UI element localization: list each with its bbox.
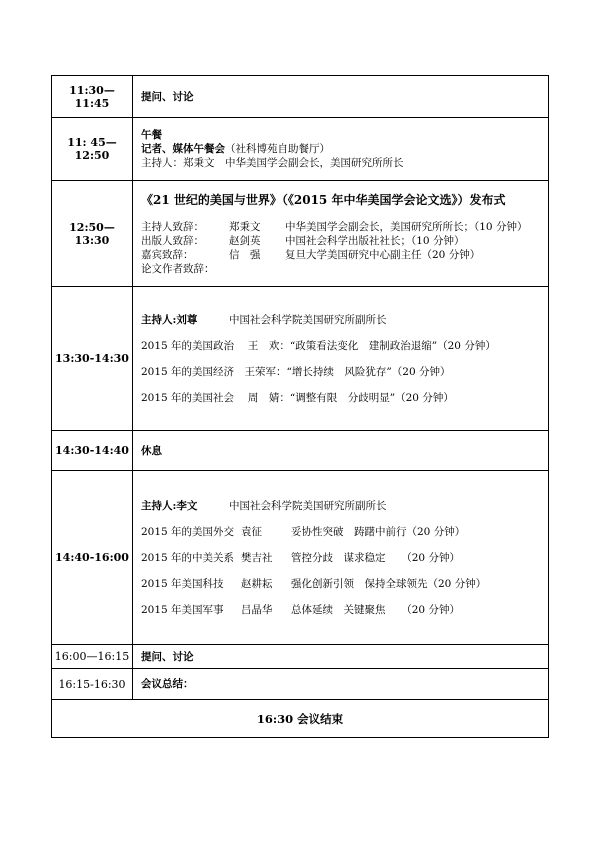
talk-desc: 管控分歧 谋求稳定 （20 分钟）: [291, 551, 460, 564]
closing-cell: 16:30 会议结束: [52, 700, 549, 738]
talk-speaker: 樊吉社: [241, 551, 273, 564]
session-cell: [133, 471, 549, 645]
session-cell: [133, 669, 549, 700]
talk-line: [141, 577, 544, 591]
host-label: 主持人:刘尊: [141, 313, 198, 326]
session-cell: [133, 181, 549, 287]
session-host: [141, 313, 544, 327]
speaker-role: 出版人致辞：: [141, 234, 204, 247]
speaker-name: 赵剑英: [229, 234, 261, 247]
time-cell: 12:50—13:30: [52, 181, 133, 287]
talk-topic: 2015 年美国军事: [141, 603, 224, 616]
talk-topic: 2015 年美国科技: [141, 577, 224, 590]
session-host: [141, 499, 544, 513]
schedule-row: [52, 118, 549, 181]
schedule-row: [52, 181, 549, 287]
time-cell: 11:30—11:45: [52, 76, 133, 118]
time-cell: 16:00—16:15: [52, 645, 133, 669]
session-title: 提问、讨论: [141, 650, 194, 663]
schedule-row: [52, 669, 549, 700]
session-cell: [133, 118, 549, 181]
talk-speaker: 赵耕耘: [241, 577, 273, 590]
schedule-row: [52, 76, 549, 118]
schedule-row: [52, 645, 549, 669]
speaker-name: 信 强: [229, 248, 261, 261]
speaker-desc: 复旦大学美国研究中心副主任（20 分钟）: [285, 248, 481, 261]
talk-topic: 2015 年的美国外交: [141, 525, 235, 538]
schedule-row: [52, 431, 549, 471]
talk-line: [141, 525, 544, 539]
host-desc: 中国社会科学院美国研究所副所长: [229, 313, 387, 326]
time-cell: 14:30-14:40: [52, 431, 133, 471]
session-cell: [133, 76, 549, 118]
talk-speaker: 袁征: [241, 525, 262, 538]
time-cell: 13:30-14:30: [52, 287, 133, 431]
host-desc: 中国社会科学院美国研究所副所长: [229, 499, 387, 512]
talk-line: [141, 603, 544, 617]
host-label: 主持人:李文: [141, 499, 198, 512]
schedule-row: [52, 700, 549, 738]
session-cell: [133, 287, 549, 431]
talk-line: [141, 551, 544, 565]
session-title: 午餐: [141, 129, 162, 141]
speaker-name: 郑秉文: [229, 220, 261, 233]
talk-line: 2015 年的美国社会 周 婧：“调整有限 分歧明显”（20 分钟）: [141, 391, 454, 404]
speaker-line: [141, 248, 544, 262]
session-subtitle: [141, 142, 544, 156]
speaker-line: [141, 220, 544, 234]
schedule-row: [52, 287, 549, 431]
talk-line: 2015 年的美国经济 王荣军：“增长持续 风险犹存”（20 分钟）: [141, 365, 451, 378]
time-cell: 16:15-16:30: [52, 669, 133, 700]
speaker-role: 嘉宾致辞：: [141, 248, 194, 261]
talk-line: 2015 年的美国政治 王 欢：“政策看法变化 建制政治退缩”（20 分钟）: [141, 339, 496, 352]
session-host: 主持人：郑秉文 中华美国学会副会长，美国研究所所长: [141, 157, 404, 169]
speaker-line: [141, 234, 544, 248]
talk-desc: 妥协性突破 踌躇中前行（20 分钟）: [291, 525, 466, 538]
speaker-role: 主持人致辞：: [141, 220, 204, 233]
subtitle-bold: 记者、媒体午餐会: [141, 143, 225, 155]
session-cell: [133, 431, 549, 471]
speaker-desc: 中华美国学会副会长，美国研究所所长；（10 分钟）: [285, 220, 528, 233]
talk-speaker: 吕晶华: [241, 603, 273, 616]
authors-line: 论文作者致辞：: [141, 262, 215, 275]
time-cell: 14:40-16:00: [52, 471, 133, 645]
talk-desc: 总体延续 关键聚焦 （20 分钟）: [291, 603, 460, 616]
session-title: 《21 世纪的美国与世界》（《2015 年中华美国学会论文选》）发布式: [141, 192, 506, 207]
session-title: 休息: [141, 444, 162, 457]
session-title: 会议总结：: [141, 678, 194, 690]
time-cell: 11: 45—12:50: [52, 118, 133, 181]
session-cell: [133, 645, 549, 669]
talk-desc: 强化创新引领 保持全球领先（20 分钟）: [291, 577, 487, 590]
subtitle-location: （社科博苑自助餐厅）: [225, 143, 330, 155]
session-title: 提问、讨论: [141, 90, 194, 103]
talk-topic: 2015 年的中美关系: [141, 551, 235, 564]
speaker-desc: 中国社会科学出版社社长；（10 分钟）: [285, 234, 465, 247]
schedule-table: [51, 75, 549, 738]
schedule-row: [52, 471, 549, 645]
